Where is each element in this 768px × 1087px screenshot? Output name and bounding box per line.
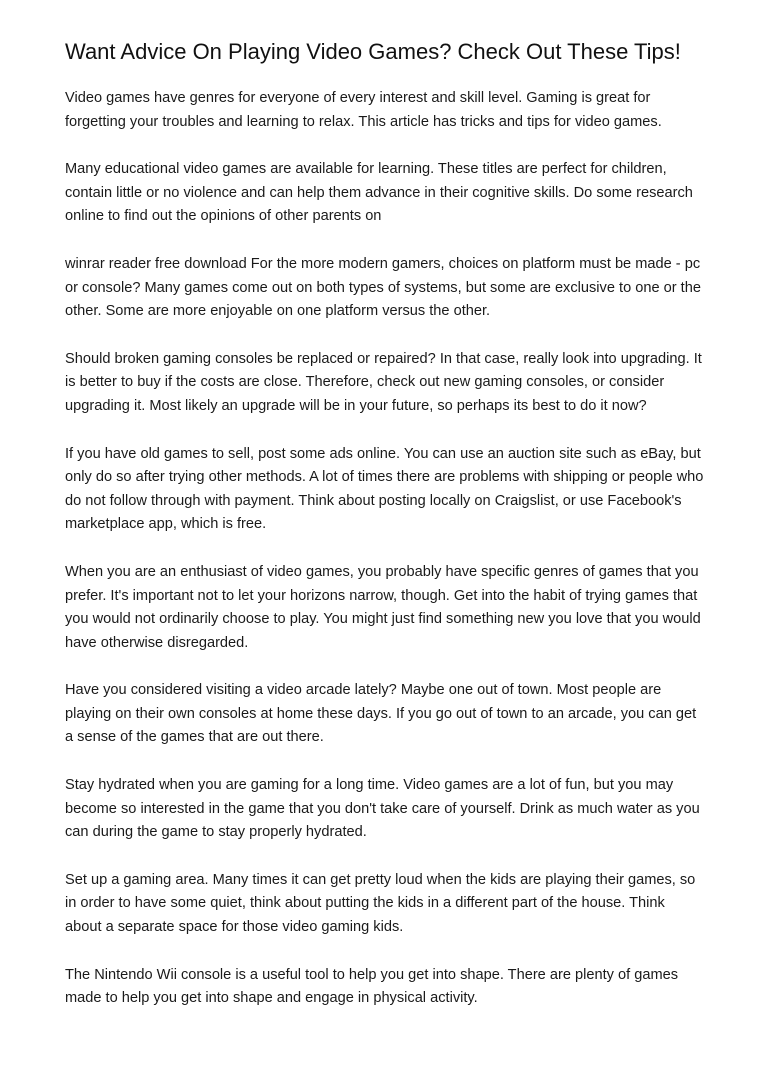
paragraph: Have you considered visiting a video arcade lately? Maybe one out of town. Most people are playing on their own consoles at home these days. If you go out of town to an arcade, you can get a sense of the games that are out there.: [65, 682, 697, 746]
paragraph: Stay hydrated when you are gaming for a long time. Video games are a lot of fun, but you may become so interested in the game that you don't take care of yourself. Drink as much water as you can during the game to stay properly hydrated.: [65, 777, 700, 841]
paragraph: Many educational video games are available for learning. These titles are perfect for children, contain little or no violence and can help them advance in their cognitive skills. Do some research online to find out the opinions of other parents on: [65, 161, 693, 225]
paragraph: Should broken gaming consoles be replaced or repaired? In that case, really look into upgrading. It is better to buy if the costs are close. Therefore, check out new gaming consoles, or consider upgrading it. Most likely an upgrade will be in your future, so perhaps its best to do it now?: [65, 350, 702, 414]
paragraph: Set up a gaming area. Many times it can get pretty loud when the kids are playing their games, so in order to have some quiet, think about putting the kids in a different part of the house. Think about a separate space for those video gaming kids.: [65, 871, 696, 936]
paragraph: If you have old games to sell, post some ads online. You can use an auction site such as eBay, but only do so after trying other methods. A lot of times there are problems with shipping or people who do not follow through with payment. Think about posting locally on Craigslist, or use Facebook's marketplace app, which is free.: [65, 445, 704, 533]
document-title: Want Advice On Playing Video Games? Check Out These Tips!: [65, 39, 681, 64]
paragraph: winrar reader free download For the more modern gamers, choices on platform must be made - pc or console? Many games come out on both types of systems, but some are exclusive to one or the other. Some are more enjoyable on one platform versus the other.: [65, 255, 701, 320]
paragraph: When you are an enthusiast of video games, you probably have specific genres of games that you prefer. It's important not to let your horizons narrow, though. Get into the habit of trying games that you would not ordinarily choose to play. You might just find something new you love that you would have otherwise disregarded.: [65, 563, 701, 651]
paragraph: Video games have genres for everyone of every interest and skill level. Gaming is great for forgetting your troubles and learning to relax. This article has tricks and tips for video games.: [65, 90, 662, 130]
document-page: [65, 40, 705, 1035]
paragraph: The Nintendo Wii console is a useful tool to help you get into shape. There are plenty of games made to help you get into shape and engage in physical activity.: [65, 966, 679, 1007]
